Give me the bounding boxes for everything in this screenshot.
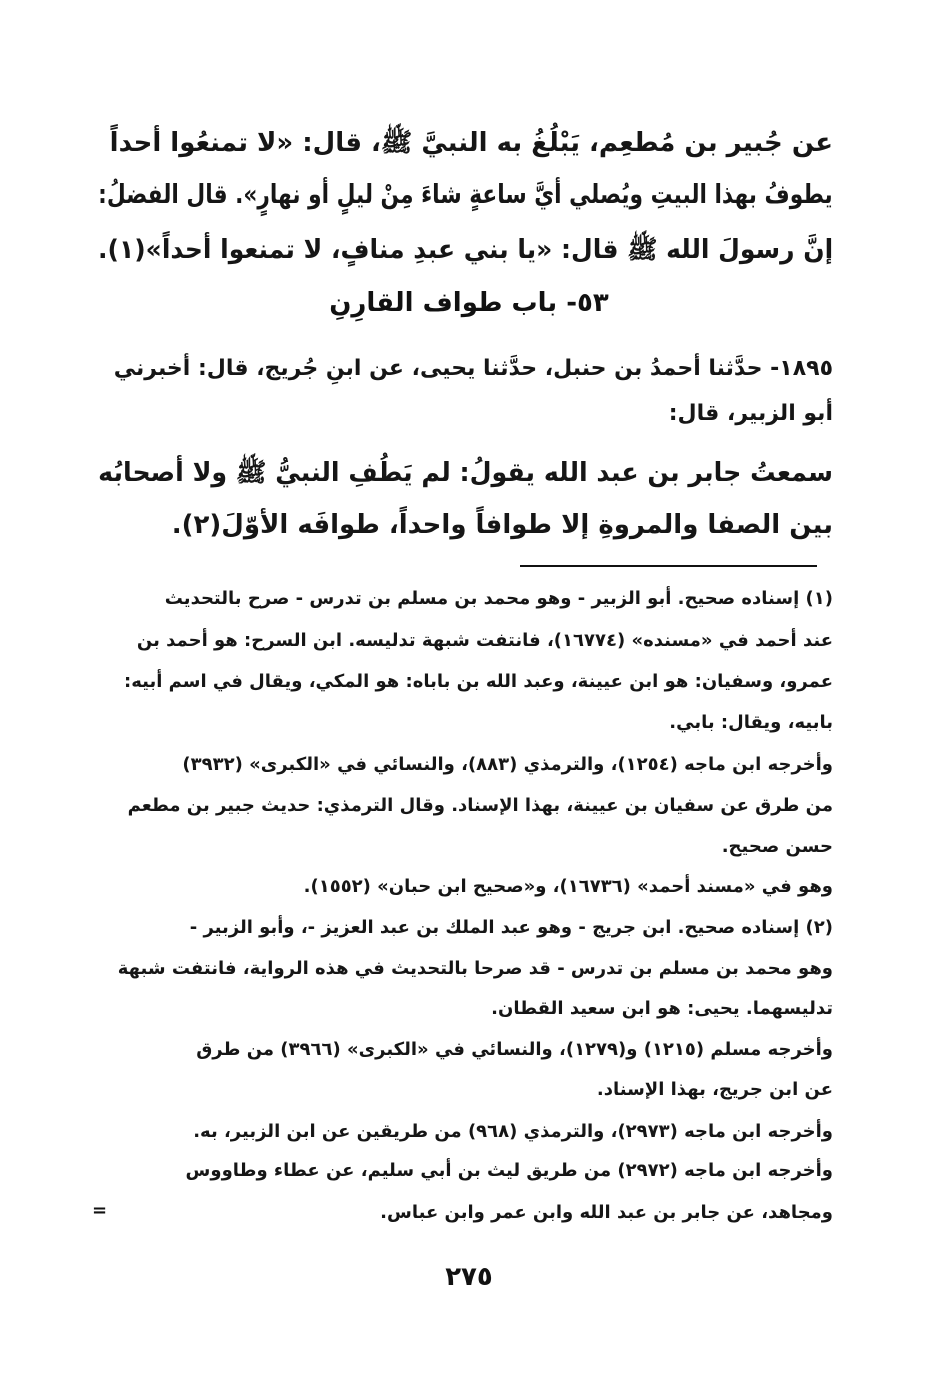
footnote-line: عمرو، وسفيان: هو ابن عيينة، وعبد الله بن باباه: هو المكي، ويقال في اسم أبيه:: [124, 671, 833, 692]
hadith-intro-line-1: ١٨٩٥- حدَّثنا أحمدُ بن حنبل، حدَّثنا يحيى، عن ابنِ جُريج، قال: أخبرني: [113, 356, 833, 381]
hadith-intro-line-2: أبو الزبير، قال:: [668, 401, 833, 426]
footnote-line: تدليسهما. يحيى: هو ابن سعيد القطان.: [491, 998, 833, 1019]
footnote-line: وأخرجه ابن ماجه (٢٩٧٢) من طريق ليث بن أبي سليم، عن عطاء وطاووس: [185, 1160, 833, 1181]
chapter-title: ٥٣- باب طواف القارِنِ: [329, 288, 609, 318]
continuation-mark: =: [92, 1200, 108, 1221]
hadith-text-line-1: سمعتُ جابر بن عبد الله يقولُ: لم يَطُفِ النبيُّ ﷺ ولا أصحابُه: [98, 458, 833, 488]
hadith-text-line-2: بين الصفا والمروةِ إلا طوافاً واحداً، طوافَه الأوّلَ(٢).: [171, 510, 833, 540]
text-line-top-1: عن جُبير بن مُطعِم، يَبْلُغُ به النبيَّ ﷺ، قال: «لا تمنعُوا أحداً: [109, 128, 833, 158]
footnote-line: من طرق عن سفيان بن عيينة، بهذا الإسناد. وقال الترمذي: حديث جبير بن مطعم: [127, 795, 833, 816]
footnote-line: وأخرجه ابن ماجه (٢٩٧٣)، والترمذي (٩٦٨) من طريقين عن ابن الزبير، به.: [193, 1121, 833, 1142]
text-line-top-2: يطوفُ بهذا البيتِ ويُصلي أيَّ ساعةٍ شاءَ مِنْ ليلٍ أو نهارٍ». قال الفضلُ:: [98, 180, 833, 210]
footnote-line: (١) إسناده صحيح. أبو الزبير - وهو محمد بن مسلم بن تدرس - صرح بالتحديث: [164, 588, 833, 609]
footnote-line: عن ابن جريج، بهذا الإسناد.: [596, 1079, 833, 1100]
footnote-line: بابيه، ويقال: بابي.: [669, 712, 833, 733]
footnote-line: (٢) إسناده صحيح. ابن جريج - وهو عبد الملك بن عبد العزيز -، وأبو الزبير -: [189, 917, 833, 938]
page-number: ٢٧٥: [445, 1262, 493, 1292]
footnote-line: وأخرجه مسلم (١٢١٥) و(١٢٧٩)، والنسائي في «الكبرى» (٣٩٦٦) من طرق: [196, 1039, 833, 1060]
footnote-separator: [520, 565, 817, 567]
text-line-top-3: إنَّ رسولَ الله ﷺ قال: «يا بني عبدِ منافٍ، لا تمنعوا أحداً»(١).: [97, 235, 834, 265]
footnote-line: عند أحمد في «مسنده» (١٦٧٧٤)، فانتفت شبهة تدليسه. ابن السرح: هو أحمد بن: [136, 630, 833, 651]
footnote-line: وأخرجه ابن ماجه (١٢٥٤)، والترمذي (٨٨٣)، والنسائي في «الكبرى» (٣٩٣٢): [182, 754, 833, 775]
footnote-line: حسن صحيح.: [721, 836, 833, 857]
footnote-line: وهو في «مسند أحمد» (١٦٧٣٦)، و«صحيح ابن حبان» (١٥٥٢).: [303, 876, 833, 897]
footnote-line: وهو محمد بن مسلم بن تدرس - قد صرحا بالتحديث في هذه الرواية، فانتفت شبهة: [117, 958, 833, 979]
footnote-line: ومجاهد، عن جابر بن عبد الله وابن عمر وابن عباس.: [380, 1202, 833, 1223]
